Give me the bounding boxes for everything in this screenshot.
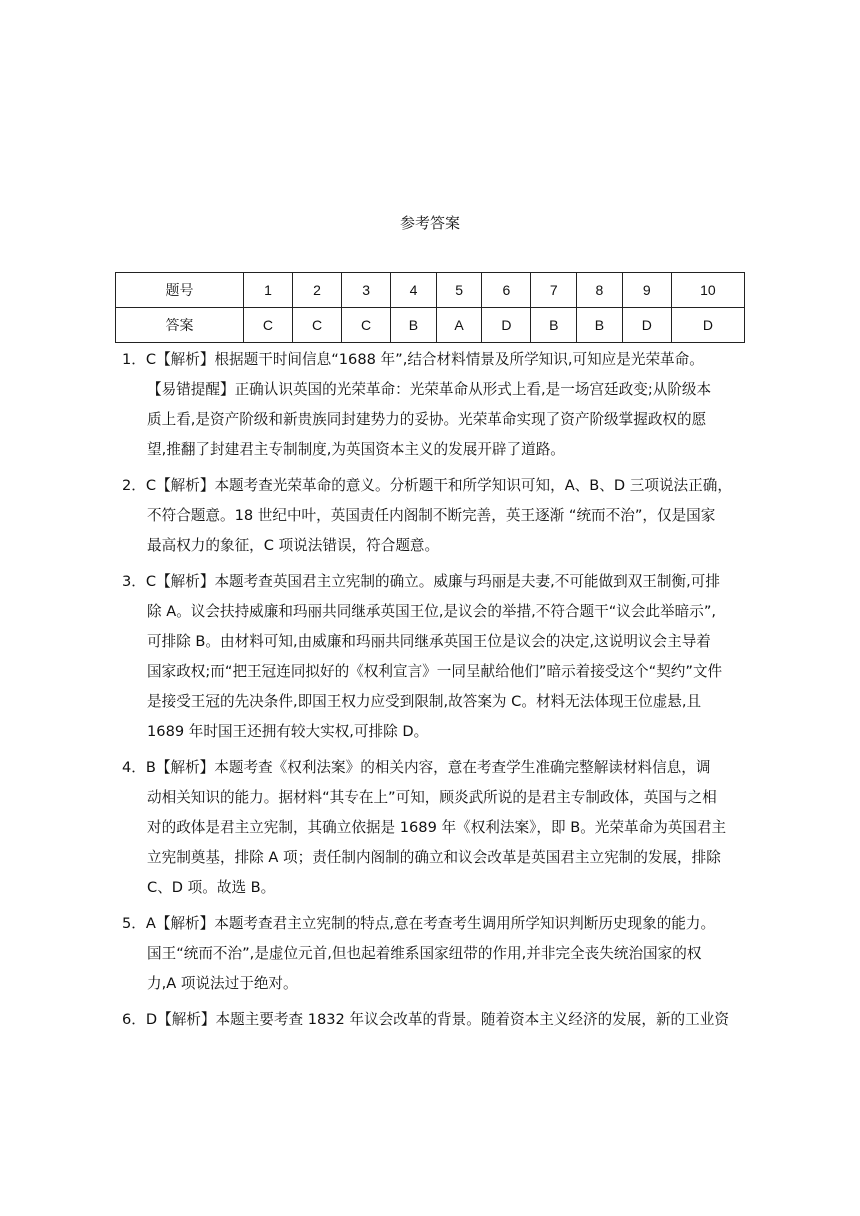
- explanation-item-2: [122, 471, 742, 561]
- table-answer-row: [116, 308, 745, 343]
- table-cell-answer: C: [243, 308, 292, 343]
- table-cell-answer: B: [577, 308, 623, 343]
- table-cell-answer: C: [342, 308, 391, 343]
- answer-table: [115, 272, 745, 343]
- explanation-line: 力,A 项说法过于绝对。: [147, 975, 298, 992]
- table-cell-number: 1: [243, 273, 292, 308]
- table-cell-number: 5: [436, 273, 482, 308]
- explanation-line: 5．A【解析】本题考查君主立宪制的特点,意在考查考生调用所学知识判断历史现象的能力。: [122, 915, 716, 932]
- table-cell-number: 2: [293, 273, 342, 308]
- explanation-line: 对的政体是君主立宪制，其确立依据是 1689 年《权利法案》，即 B。光荣革命为英国君主: [147, 819, 727, 836]
- explanation-line: 动相关知识的能力。据材料“其专在上”可知，顾炎武所说的是君主专制政体，英国与之相: [147, 789, 717, 806]
- explanation-item-3: [122, 567, 742, 747]
- table-answer-label: 答案: [116, 308, 244, 343]
- explanation-line: 6．D【解析】本题主要考查 1832 年议会改革的背景。随着资本主义经济的发展，新的工业资: [122, 1011, 729, 1028]
- explanation-line: 国王“统而不治”,是虚位元首,但也起着维系国家纽带的作用,并非完全丧失统治国家的权: [147, 945, 702, 962]
- explanation-line: 国家政权;而“把王冠连同拟好的《权利宣言》一同呈献给他们”暗示着接受这个“契约”文件: [147, 663, 723, 680]
- table-cell-number: 7: [531, 273, 577, 308]
- table-cell-answer: B: [531, 308, 577, 343]
- note-line: 望,推翻了封建君主专制制度,为英国资本主义的发展开辟了道路。: [147, 441, 565, 458]
- table-header-row: [116, 273, 745, 308]
- explanation-line: 是接受王冠的先决条件,即国王权力应受到限制,故答案为 C。材料无法体现王位虚悬,且: [147, 693, 702, 710]
- table-cell-number: 6: [482, 273, 531, 308]
- table-cell-number: 10: [671, 273, 744, 308]
- note-line: 质上看,是资产阶级和新贵族同封建势力的妥协。光荣革命实现了资产阶级掌握政权的愿: [147, 411, 707, 428]
- table-cell-number: 4: [391, 273, 437, 308]
- explanation-line: C、D 项。故选 B。: [147, 879, 276, 896]
- table-cell-answer: C: [293, 308, 342, 343]
- table-cell-answer: B: [391, 308, 437, 343]
- explanations-list: [122, 345, 742, 1041]
- explanation-line: 1．C【解析】根据题干时间信息“1688 年”,结合材料情景及所学知识,可知应是光荣革命。: [122, 351, 704, 368]
- explanation-line: 最高权力的象征，C 项说法错误，符合题意。: [147, 537, 440, 554]
- table-header-label: 题号: [116, 273, 244, 308]
- table-cell-number: 3: [342, 273, 391, 308]
- explanation-item-6: [122, 1005, 742, 1035]
- table-cell-answer: D: [622, 308, 671, 343]
- explanation-item-1: [122, 345, 742, 465]
- note-line: 【易错提醒】正确认识英国的光荣革命：光荣革命从形式上看,是一场宫廷政变;从阶级本: [147, 381, 712, 398]
- table-cell-number: 9: [622, 273, 671, 308]
- error-tip-note: [122, 375, 742, 465]
- table-cell-number: 8: [577, 273, 623, 308]
- page-title: 参考答案: [399, 214, 460, 232]
- explanation-line: 3．C【解析】本题考查英国君主立宪制的确立。威廉与玛丽是夫妻,不可能做到双王制衡,可排: [122, 573, 720, 590]
- table-cell-answer: D: [671, 308, 744, 343]
- explanation-line: 不符合题意。18 世纪中叶，英国责任内阁制不断完善，英王逐渐 “统而不治”，仅是国家: [147, 507, 716, 524]
- explanation-line: 2．C【解析】本题考查光荣革命的意义。分析题干和所学知识可知，A、B、D 三项说法正确，: [122, 477, 732, 494]
- explanation-line: 立宪制奠基，排除 A 项；责任制内阁制的确立和议会改革是英国君主立宪制的发展，排除: [147, 849, 721, 866]
- explanation-item-4: [122, 753, 742, 903]
- table-cell-answer: D: [482, 308, 531, 343]
- explanation-item-5: [122, 909, 742, 999]
- explanation-line: 1689 年时国王还拥有较大实权,可排除 D。: [147, 723, 429, 740]
- explanation-line: 除 A。议会扶持威廉和玛丽共同继承英国王位,是议会的举措,不符合题干“议会此举暗示”,: [147, 603, 717, 620]
- explanation-line: 可排除 B。由材料可知,由威廉和玛丽共同继承英国王位是议会的决定,这说明议会主导着: [147, 633, 711, 650]
- explanation-line: 4．B【解析】本题考查《权利法案》的相关内容，意在考查学生准确完整解读材料信息，调: [122, 759, 711, 776]
- table-cell-answer: A: [436, 308, 482, 343]
